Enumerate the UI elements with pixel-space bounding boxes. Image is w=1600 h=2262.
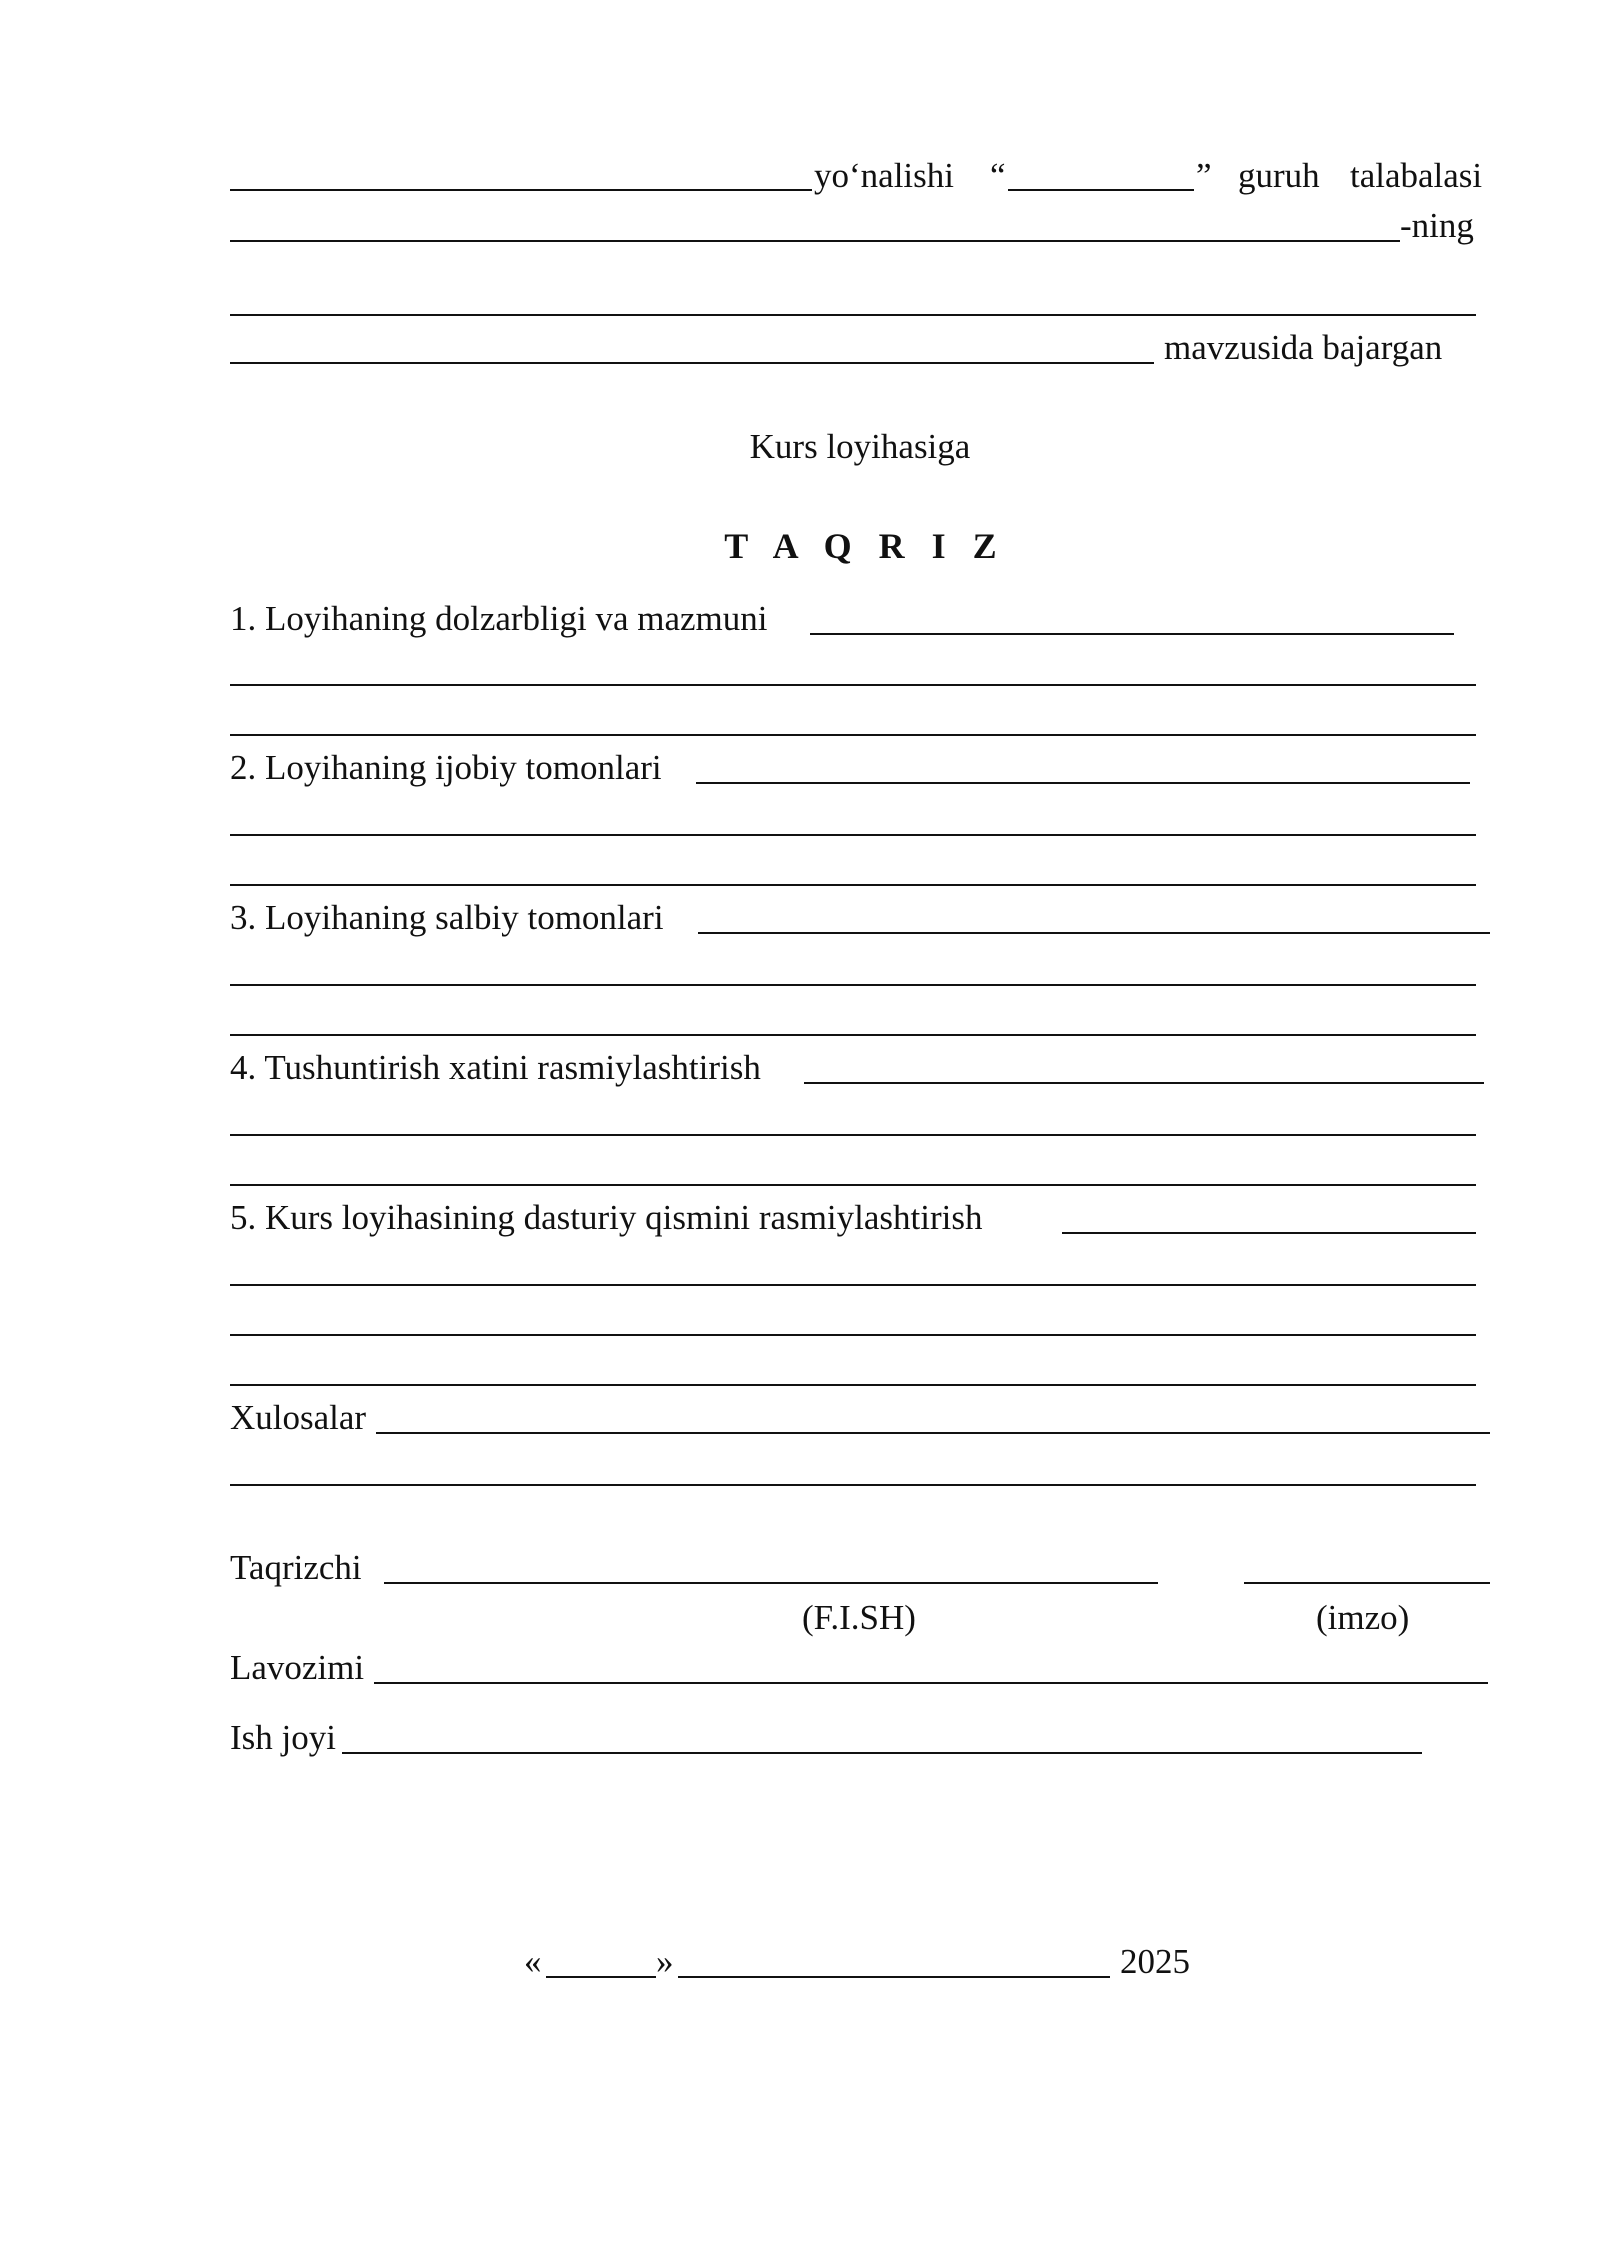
position-label: Lavozimi: [230, 1648, 365, 1687]
section-2-blank-2[interactable]: [230, 884, 1476, 886]
date-year: 2025: [1120, 1942, 1190, 1981]
conclusion-blank-inline[interactable]: [376, 1432, 1490, 1434]
section-4-blank-1[interactable]: [230, 1134, 1476, 1136]
group-label: guruh: [1238, 156, 1320, 195]
section-1-blank-1[interactable]: [230, 684, 1476, 686]
reviewer-label: Taqrizchi: [230, 1548, 362, 1587]
section-5-label: 5. Kurs loyihasining dasturiy qismini rasmiylashtirish: [230, 1198, 983, 1237]
close-quote: ”: [1196, 156, 1212, 195]
section-4-blank-2[interactable]: [230, 1184, 1476, 1186]
section-4-blank-inline[interactable]: [804, 1082, 1484, 1084]
reviewer-name-blank[interactable]: [384, 1582, 1158, 1584]
topic-label: mavzusida bajargan: [1164, 328, 1443, 367]
fish-caption: (F.I.SH): [802, 1598, 916, 1637]
section-1-label: 1. Loyihaning dolzarbligi va mazmuni: [230, 599, 768, 638]
section-3-blank-1[interactable]: [230, 984, 1476, 986]
section-1-blank-2[interactable]: [230, 734, 1476, 736]
section-3-blank-inline[interactable]: [698, 932, 1490, 934]
topic-blank-2[interactable]: [230, 362, 1154, 364]
section-5-blank-1[interactable]: [230, 1284, 1476, 1286]
student-label: talabalasi: [1350, 156, 1483, 195]
subtitle: Kurs loyihasiga: [749, 427, 971, 466]
section-5-blank-3[interactable]: [230, 1384, 1476, 1386]
conclusion-label: Xulosalar: [230, 1398, 367, 1437]
date-open-guillemet: «: [524, 1942, 542, 1981]
section-5-blank-inline[interactable]: [1062, 1232, 1476, 1234]
section-1-blank-inline[interactable]: [810, 633, 1454, 635]
direction-label: yo‘nalishi: [814, 156, 954, 195]
group-blank[interactable]: [1008, 189, 1194, 191]
date-month-blank[interactable]: [678, 1976, 1110, 1978]
section-3-label: 3. Loyihaning salbiy tomonlari: [230, 898, 664, 937]
conclusion-blank-1[interactable]: [230, 1484, 1476, 1486]
workplace-blank[interactable]: [342, 1752, 1422, 1754]
section-2-blank-1[interactable]: [230, 834, 1476, 836]
workplace-label: Ish joyi: [230, 1718, 336, 1757]
open-quote: “: [990, 156, 1006, 195]
ning-suffix: -ning: [1400, 206, 1474, 245]
section-3-blank-2[interactable]: [230, 1034, 1476, 1036]
student-name-blank[interactable]: [230, 240, 1400, 242]
section-2-label: 2. Loyihaning ijobiy tomonlari: [230, 748, 662, 787]
section-4-label: 4. Tushuntirish xatini rasmiylashtirish: [230, 1048, 761, 1087]
page-title: T A Q R I Z: [724, 526, 1006, 566]
topic-blank-1[interactable]: [230, 314, 1476, 316]
section-5-blank-2[interactable]: [230, 1334, 1476, 1336]
reviewer-signature-blank[interactable]: [1244, 1582, 1490, 1584]
signature-caption: (imzo): [1316, 1598, 1410, 1637]
position-blank[interactable]: [374, 1682, 1488, 1684]
date-close-guillemet: »: [656, 1942, 674, 1981]
date-day-blank[interactable]: [546, 1976, 656, 1978]
section-2-blank-inline[interactable]: [696, 782, 1470, 784]
direction-blank[interactable]: [230, 189, 812, 191]
